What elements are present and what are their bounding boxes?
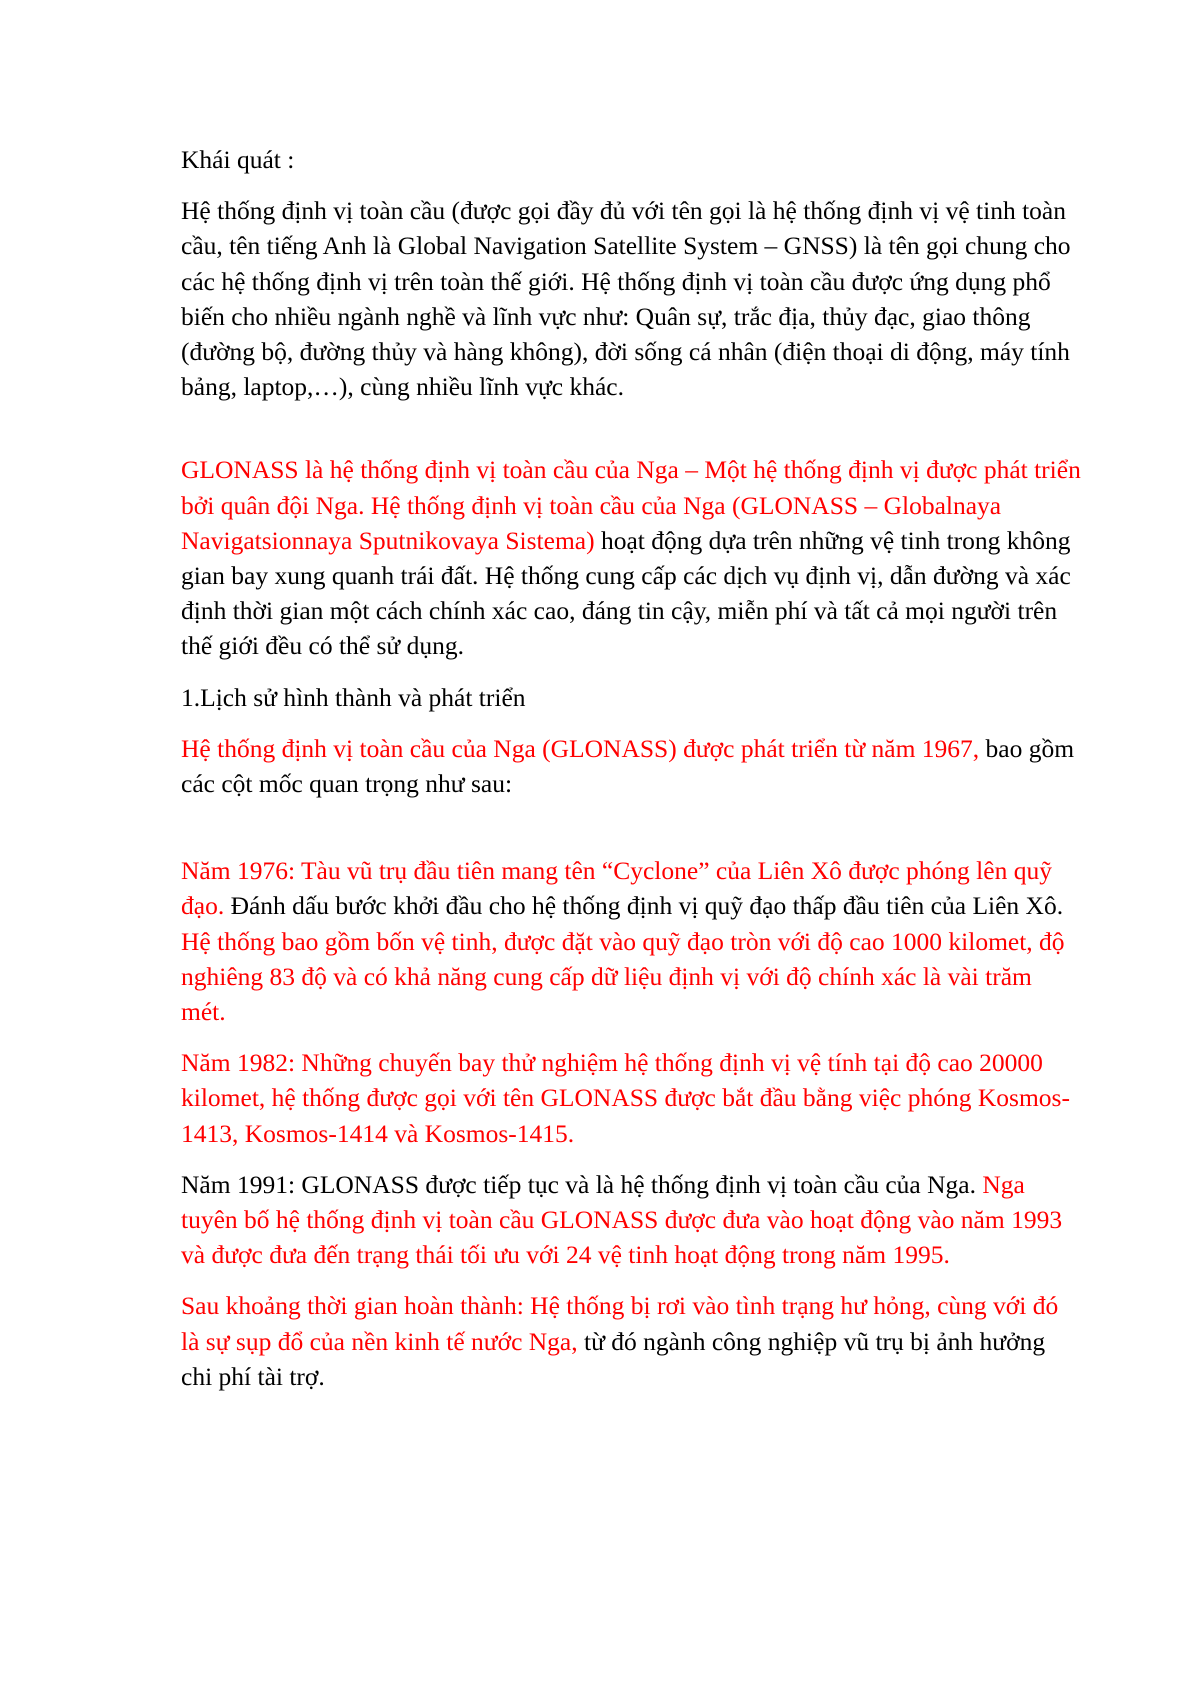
milestone-1991-red-text: Nga tuyên bố hệ thống định vị toàn cầu GLONASS được đưa vào hoạt động vào năm 1993 và được đưa đến trạng thái tối ưu với 24 vệ tinh hoạt động trong năm 1995. [181,1169,1063,1270]
post-completion-red-text: Sau khoảng thời gian hoàn thành: Hệ thống bị rơi vào tình trạng hư hỏng, cùng với đó là sự sụp đổ của nền kinh tế nước Nga, [181,1291,1059,1356]
post-completion-black-text: từ đó ngành công nghiệp vũ trụ bị ảnh hưởng chi phí tài trợ. [181,1326,1046,1391]
milestone-1976-red-text-2: Hệ thống bao gồm bốn vệ tinh, được đặt vào quỹ đạo tròn với độ cao 1000 kilomet, độ nghiêng 83 độ và có khả năng cung cấp dữ liệu định vị với độ chính xác là vài trăm mét. [181,926,1065,1027]
glonass-intro-red-text: GLONASS là hệ thống định vị toàn cầu của Nga – Một hệ thống định vị được phát triển bởi quân đội Nga. Hệ thống định vị toàn cầu của Nga (GLONASS – Globalnaya Navigatsionnaya Sputnikovaya Sistema) [181,455,1081,555]
glonass-intro-black-text: hoạt động dựa trên những vệ tinh trong không gian bay xung quanh trái đất. Hệ thống cung cấp các dịch vụ định vị, dẫn đường và xác định thời gian một cách chính xác cao, đáng tin cậy, miễn phí và tất cả mọi người trên thế giới đều có thể sử dụng. [181,525,1071,661]
history-heading [181,680,1081,715]
history-heading-text: 1.Lịch sử hình thành và phát triển [181,682,526,712]
milestone-1982-paragraph [181,1045,1081,1151]
intro-heading-text: Khái quát : [181,145,295,174]
milestone-1991-black-text: Năm 1991: GLONASS được tiếp tục và là hệ thống định vị toàn cầu của Nga. [181,1169,976,1199]
milestone-1976-black-text: Đánh dấu bước khởi đầu cho hệ thống định vị quỹ đạo thấp đầu tiên của Liên Xô. [224,891,1064,921]
history-intro-black-text: bao gồm các cột mốc quan trọng như sau: [181,733,1075,799]
post-completion-paragraph [181,1288,1081,1394]
milestone-1982-red-text: Năm 1982: Những chuyến bay thử nghiệm hệ thống định vị vệ tính tại độ cao 20000 kilomet, hệ thống được gọi với tên GLONASS được bắt đầu bằng việc phóng Kosmos-1413, Kosmos-1414 và Kosmos-1415. [181,1048,1070,1148]
intro-heading [181,142,1081,177]
milestone-1991-paragraph [181,1167,1081,1273]
glonass-intro-paragraph [181,452,1081,663]
history-intro-paragraph [181,731,1081,801]
milestone-1976-red-text: Năm 1976: Tàu vũ trụ đầu tiên mang tên “Cyclone” của Liên Xô được phóng lên quỹ đạo. [181,856,1052,921]
milestone-1976-paragraph [181,853,1081,1029]
history-intro-red-text: Hệ thống định vị toàn cầu của Nga (GLONASS) được phát triển từ năm 1967, [181,733,980,763]
gnss-overview-text: Hệ thống định vị toàn cầu (được gọi đầy đủ với tên gọi là hệ thống định vị vệ tinh toàn cầu, tên tiếng Anh là Global Navigation Satellite System – GNSS) là tên gọi chung cho các hệ thống định vị trên toàn thế giới. Hệ thống định vị toàn cầu được ứng dụng phổ biến cho nhiều ngành nghề và lĩnh vực như: Quân sự, trắc địa, thủy đạc, giao thông (đường bộ, đường thủy và hàng không), đời sống cá nhân (điện thoại di động, máy tính bảng, laptop,…), cùng nhiều lĩnh vực khác. [181,196,1071,402]
document-body [181,142,1081,1410]
gnss-overview-paragraph [181,193,1081,404]
